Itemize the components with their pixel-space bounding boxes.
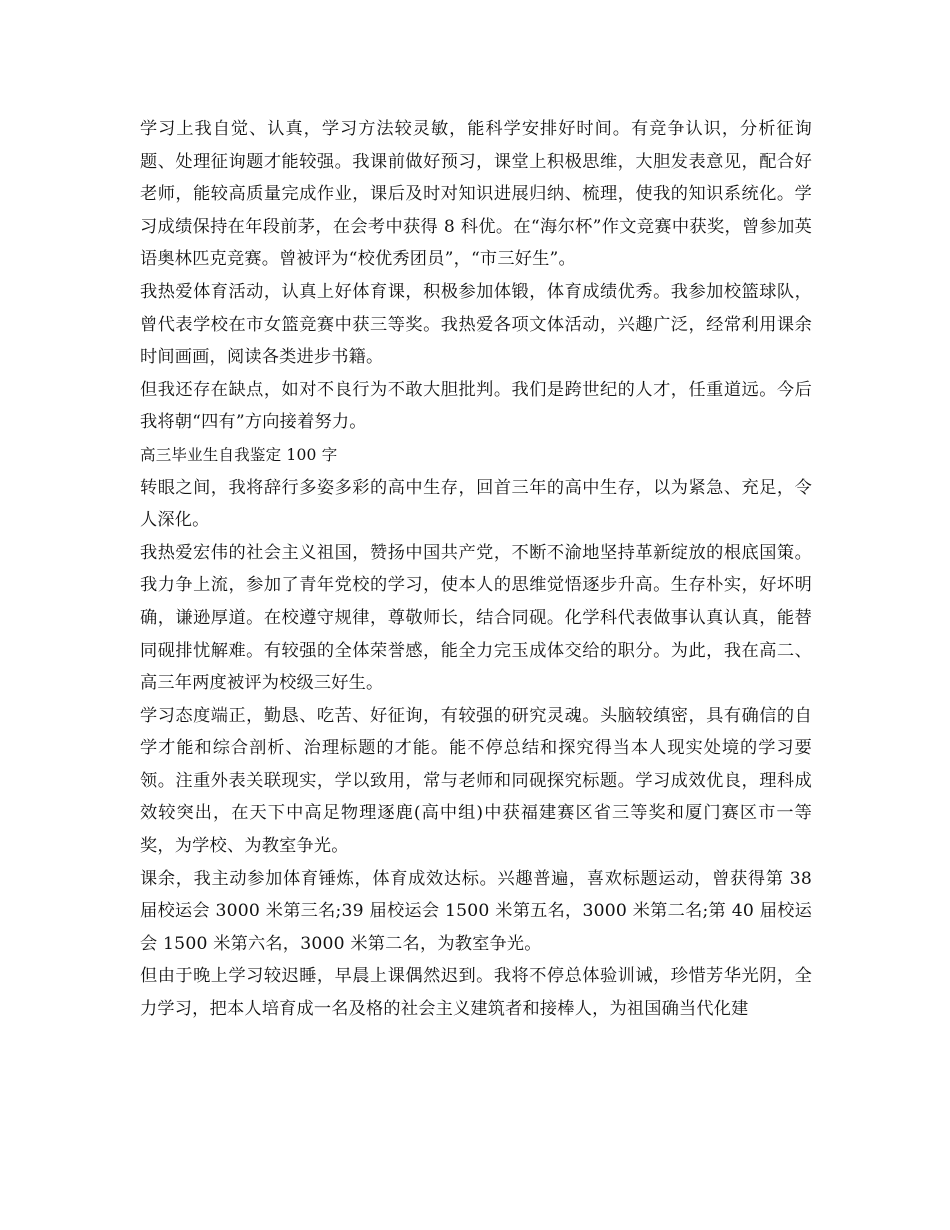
paragraph-shortcomings: 但我还存在缺点，如对不良行为不敢大胆批判。我们是跨世纪的人才，任重道远。今后我将朝“四有”方向接着努力。 [140, 379, 812, 433]
paragraph-study: 学习上我自觉、认真，学习方法较灵敏，能科学安排好时间。有竞争认识，分析征询题、处理征询题才能较强。我课前做好预习，课堂上积极思维，大胆发表意见，配合好老师，能较高质量完成作业，课后及时对知识进展归纳、梳理，使我的知识系统化。学习成绩保持在年段前茅，在会考中获得 8 科优。在“海尔杯”作文竞赛中获奖，曾参加英语奥林匹克竞赛。曾被评为“校优秀团员”，“市三好生”。 [140, 119, 812, 270]
document-body [140, 113, 812, 1026]
section-heading: 高三毕业生自我鉴定 100 字 [140, 445, 338, 464]
paragraph-sports: 我热爱体育活动，认真上好体育课，积极参加体锻，体育成绩优秀。我参加校篮球队，曾代表学校在市女篮竞赛中获三等奖。我热爱各项文体活动，兴趣广泛，经常利用课余时间画画，阅读各类进步书籍。 [140, 281, 812, 368]
paragraph-intro: 转眼之间，我将辞行多姿多彩的高中生存，回首三年的高中生存，以为紧急、充足，令人深化。 [140, 477, 812, 531]
paragraph-extracurricular: 课余，我主动参加体育锤炼，体育成效达标。兴趣普遍，喜欢标题运动，曾获得第 38 届校运会 3000 米第三名;39 届校运会 1500 米第五名，3000 米第二名;第 40 届校运会 1500 米第六名，3000 米第二名，为教室争光。 [140, 868, 812, 954]
paragraph-patriotism: 我热爱宏伟的社会主义祖国，赞扬中国共产党，不断不渝地坚持革新绽放的根底国策。我力争上流，参加了青年党校的学习，使本人的思维觉悟逐步升高。生存朴实，好坏明确，谦逊厚道。在校遵守规律，尊敬师长，结合同砚。化学科代表做事认真认真，能替同砚排忧解难。有较强的全体荣誉感，能全力完玉成体交给的职分。为此，我在高二、高三年两度被评为校级三好生。 [140, 542, 812, 694]
paragraph-conclusion: 但由于晚上学习较迟睡，早晨上课偶然迟到。我将不停总体验训诫，珍惜芳华光阴，全力学习，把本人培育成一名及格的社会主义建筑者和接棒人，为祖国确当代化建 [140, 966, 812, 1020]
paragraph-attitude: 学习态度端正，勤恳、吃苦、好征询，有较强的研究灵魂。头脑较缜密，具有确信的自学才能和综合剖析、治理标题的才能。能不停总结和探究得当本人现实处境的学习要领。注重外表关联现实，学以致用，常与老师和同砚探究标题。学习成效优良，理科成效较突出，在天下中高足物理逐鹿(高中组)中获福建赛区省三等奖和厦门赛区市一等奖，为学校、为教室争光。 [140, 705, 812, 857]
